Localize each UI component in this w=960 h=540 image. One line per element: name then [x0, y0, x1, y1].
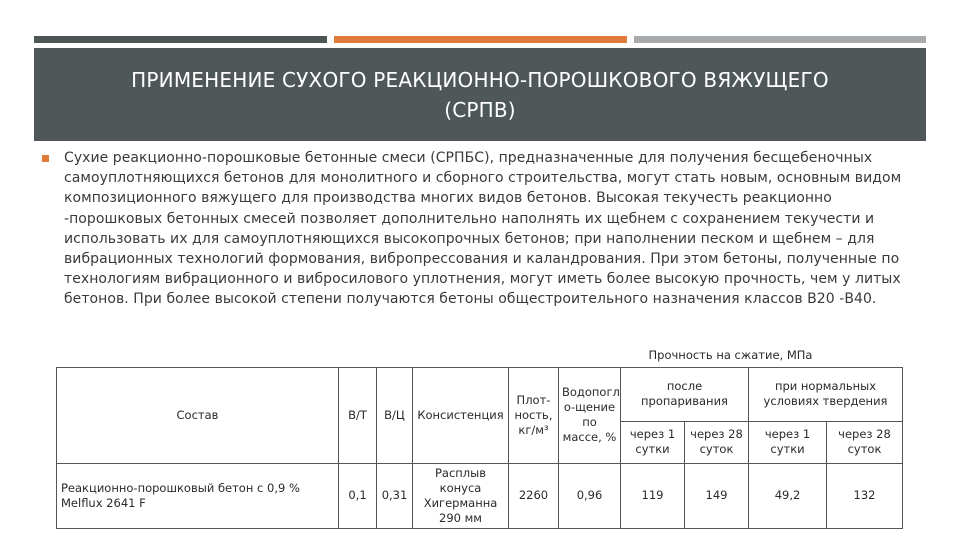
header-vc: В/Ц: [377, 367, 413, 463]
cell-strength-28day-normal: 132: [827, 463, 903, 528]
accent-bar-dark: [34, 36, 327, 43]
header-normal-curing: при нормальных условиях твердения: [749, 367, 903, 421]
top-accent-bars: [34, 36, 926, 44]
header-28day-normal: через 28 суток: [827, 421, 903, 463]
header-after-steaming: после пропаривания: [621, 367, 749, 421]
cell-vc: 0,31: [377, 463, 413, 528]
cell-strength-1day-steam: 119: [621, 463, 685, 528]
bullet-text: Сухие реакционно-порошковые бетонные смеси (СРПБС), предназначенные для получения бесщебеночных самоуплотняющихся бетонов для монолитного и сборного строительства, могут стать новым, основным видом композиционного вяжущего для производства многих видов бетонов. Высокая текучесть реакционно -порошковых бетонных смесей позволяет дополнительно наполнять их щебнем с сохранением текучести и использовать их для самоуплотняющихся высокопрочных бетонов; при наполнении песком и щебнем – для вибрационных технологий формования, вибропрессования и каландрования. При этом бетоны, полученные по технологиям вибрационного и вибросилового уплотнения, могут иметь более высокую прочность, чем у литых бетонов. При более высокой степени получаются бетоны общестроительного назначения классов В20 -В40.: [64, 150, 902, 308]
header-1day-normal: через 1 сутки: [749, 421, 827, 463]
header-density: Плот-ность, кг/м³: [509, 367, 559, 463]
header-consistency: Консистенция: [413, 367, 509, 463]
header-composition: Состав: [57, 367, 339, 463]
header-vt: В/Т: [339, 367, 377, 463]
accent-bar-gray: [634, 36, 926, 43]
bullet-square-icon: [42, 155, 49, 162]
cell-density: 2260: [509, 463, 559, 528]
cell-composition: Реакционно-порошковый бетон с 0,9 % Melflux 2641 F: [57, 463, 339, 528]
table-row: [57, 463, 903, 528]
cell-water-absorption: 0,96: [559, 463, 621, 528]
title-banner: [34, 48, 926, 141]
cell-vt: 0,1: [339, 463, 377, 528]
cell-strength-1day-normal: 49,2: [749, 463, 827, 528]
cell-strength-28day-steam: 149: [685, 463, 749, 528]
strength-table: [56, 345, 902, 529]
header-1day-steam: через 1 сутки: [621, 421, 685, 463]
slide-title: ПРИМЕНЕНИЕ СУХОГО РЕАКЦИОННО-ПОРОШКОВОГО ВЯЖУЩЕГО (СРПВ): [131, 67, 829, 122]
strength-header: Прочность на сжатие, МПа: [648, 348, 813, 363]
cell-consistency: Расплыв конуса Хигерманна 290 мм: [413, 463, 509, 528]
header-28day-steam: через 28 суток: [685, 421, 749, 463]
accent-bar-orange: [334, 36, 627, 43]
header-water-absorption: Водопогл о-щение по массе, %: [559, 367, 621, 463]
